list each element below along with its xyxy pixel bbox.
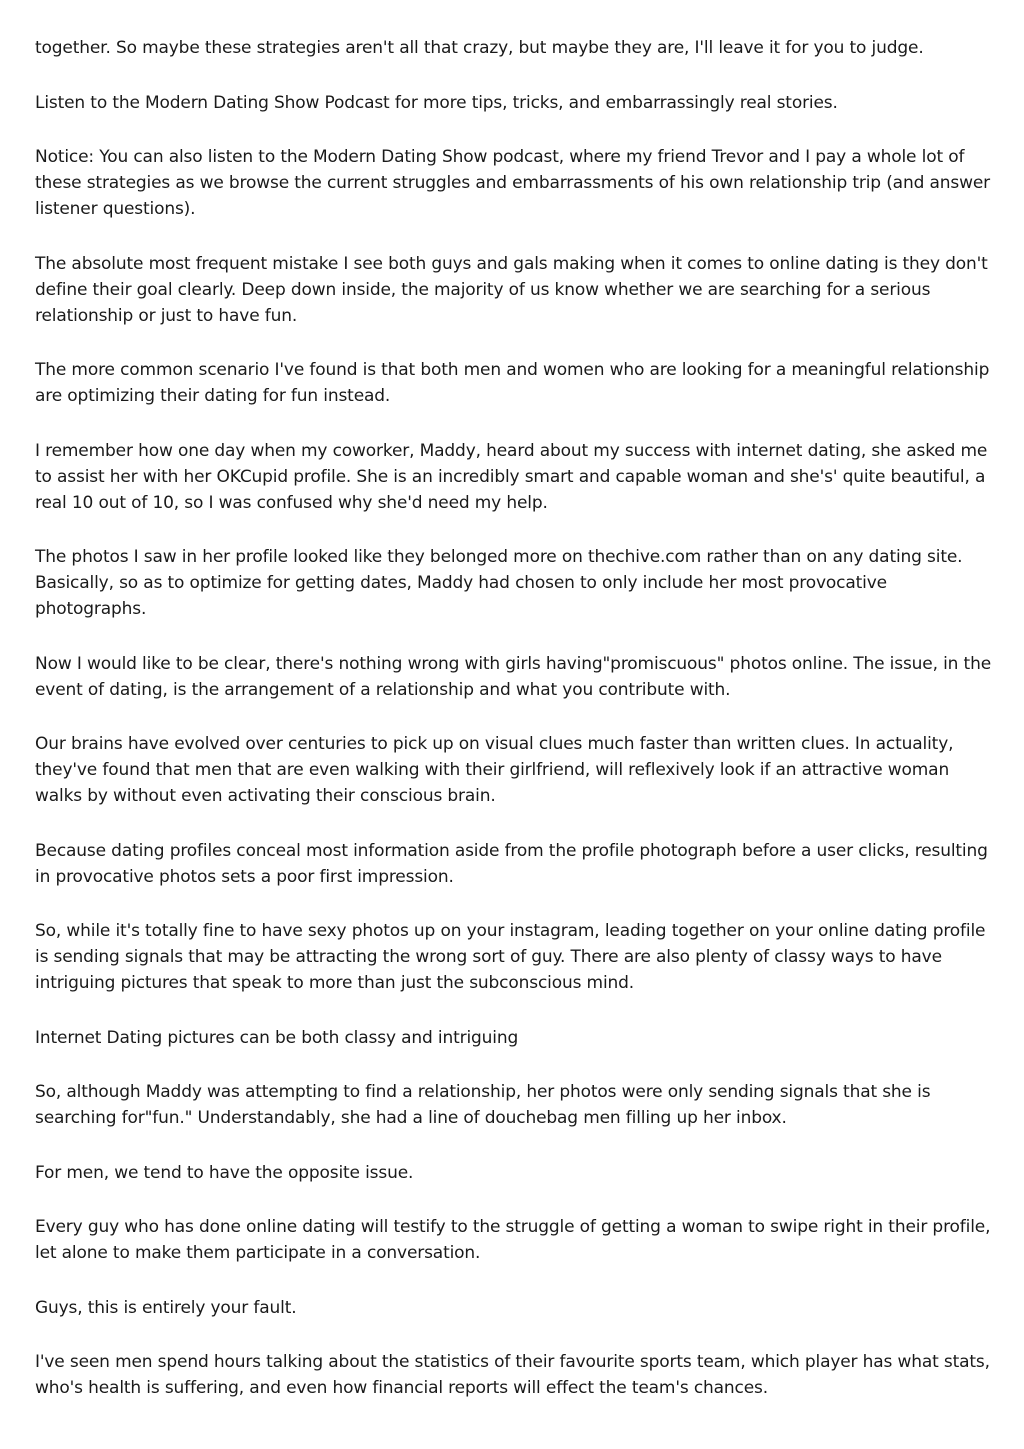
paragraph: The absolute most frequent mistake I see both guys and gals making when it comes to online dating is they don't define their goal clearly. Deep down inside, the majority of us know whether we are searching for a serious relationship or just to have fun. (35, 253, 988, 326)
document-body (35, 35, 995, 1430)
paragraph: Our brains have evolved over centuries to pick up on visual clues much faster than written clues. In actuality, they've found that men that are even walking with their girlfriend, will reflexively look if an attractive woman walks by without even activating their conscious brain. (35, 734, 954, 806)
paragraph: together. So maybe these strategies aren't all that crazy, but maybe they are, I'll leave it for you to judge. (35, 38, 924, 58)
paragraph: Guys, this is entirely your fault. (35, 1297, 297, 1318)
paragraph: I've seen men spend hours talking about the statistics of their favourite sports team, which player has what stats, who's health is suffering, and even how financial reports will effect the team's chances. (35, 1352, 990, 1398)
paragraph: For men, we tend to have the opposite issue. (35, 1162, 414, 1183)
paragraph: So, although Maddy was attempting to find a relationship, her photos were only sending signals that she is searching for"fun." Understandably, she had a line of douchebag men filling up her inbox. (35, 1082, 931, 1128)
paragraph: Internet Dating pictures can be both classy and intriguing (35, 1027, 519, 1048)
paragraph: The photos I saw in her profile looked like they belonged more on thechive.com rather than on any dating site. Basically, so as to optimize for getting dates, Maddy had chosen to only include her most provocative photographs. (35, 547, 963, 619)
paragraph: So, while it's totally fine to have sexy photos up on your instagram, leading together on your online dating profile is sending signals that may be attracting the wrong sort of guy. There are also plenty of classy ways to have intriguing pictures that speak to more than just the subconscious mind. (35, 921, 986, 993)
paragraph: Every guy who has done online dating will testify to the struggle of getting a woman to swipe right in their profile, let alone to make them participate in a conversation. (35, 1217, 991, 1263)
paragraph: Listen to the Modern Dating Show Podcast for more tips, tricks, and embarrassingly real stories. (35, 92, 838, 113)
paragraph: Notice: You can also listen to the Modern Dating Show podcast, where my friend Trevor and I pay a whole lot of these strategies as we browse the current struggles and embarrassments of his own relationship trip (and answer listener questions). (35, 147, 990, 219)
paragraph: Now I would like to be clear, there's nothing wrong with girls having"promiscuous" photos online. The issue, in the event of dating, is the arrangement of a relationship and what you contribute with. (35, 653, 992, 700)
paragraph: The more common scenario I've found is that both men and women who are looking for a meaningful relationship are optimizing their dating for fun instead. (35, 360, 990, 406)
paragraph: Because dating profiles conceal most information aside from the profile photograph before a user clicks, resulting in provocative photos sets a poor first impression. (35, 840, 988, 887)
paragraph: I remember how one day when my coworker, Maddy, heard about my success with internet dating, she asked me to assist her with her OKCupid profile. She is an incredibly smart and capable woman and she's' quite beautiful, a real 10 out of 10, so I was confused why she'd need my help. (35, 440, 988, 513)
